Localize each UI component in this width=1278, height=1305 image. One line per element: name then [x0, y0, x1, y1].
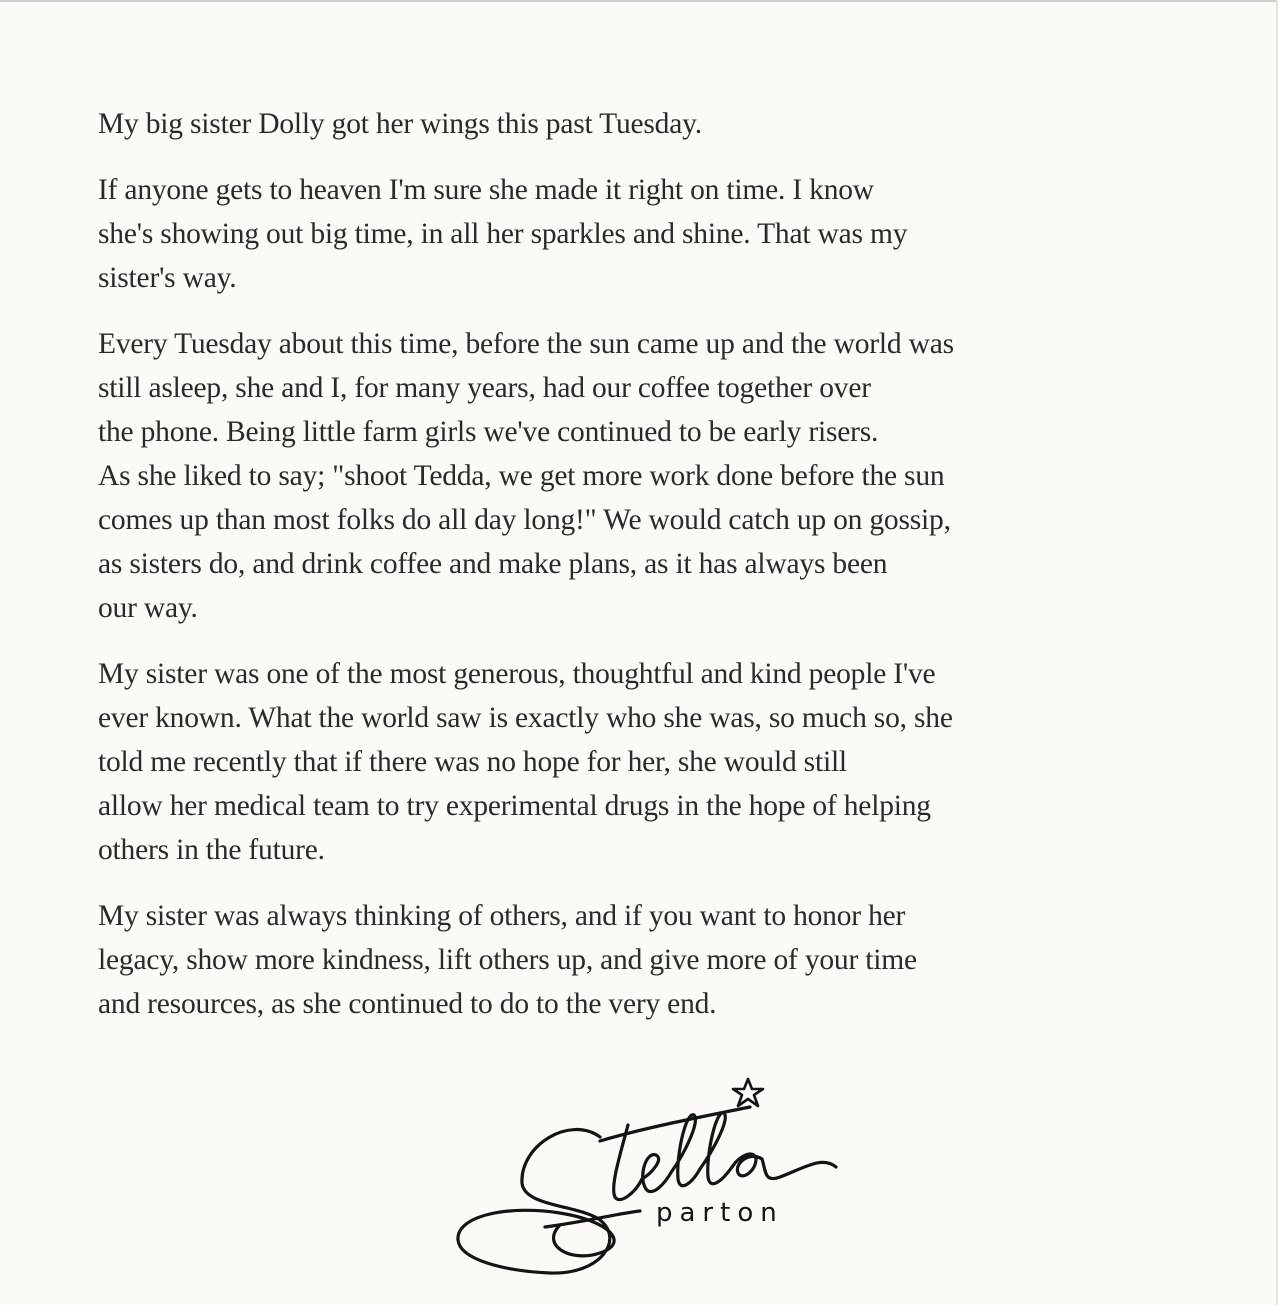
signature-s-stroke [458, 1130, 614, 1274]
text-line: still asleep, she and I, for many years, had our coffee together over [98, 372, 871, 404]
text-line: our way. [98, 592, 198, 624]
text-line: legacy, show more kindness, lift others up, and give more of your time [98, 944, 917, 976]
text-line: allow her medical team to try experimental drugs in the hope of helping [98, 790, 931, 822]
signature-a-stroke [732, 1154, 836, 1179]
paragraph-3 [98, 322, 1058, 630]
top-rule [0, 0, 1278, 2]
signature-surname: parton [656, 1198, 784, 1228]
text-line: others in the future. [98, 834, 325, 866]
text-line: Every Tuesday about this time, before the sun came up and the world was [98, 328, 954, 360]
paragraph-1 [98, 102, 1058, 146]
text-line: sister's way. [98, 262, 237, 294]
text-line: My sister was one of the most generous, thoughtful and kind people I've [98, 658, 936, 690]
signature-l2-stroke [700, 1113, 732, 1184]
paragraph-2 [98, 168, 1058, 300]
paragraph-4 [98, 652, 1058, 872]
letter-body [98, 102, 1058, 1048]
signature-graphic [450, 1075, 850, 1285]
signature [450, 1075, 850, 1285]
signature-t-cross [600, 1107, 750, 1141]
paragraph-5 [98, 894, 1058, 1026]
text-line: the phone. Being little farm girls we've continued to be early risers. [98, 416, 879, 448]
star-icon [733, 1079, 763, 1106]
text-line: As she liked to say; "shoot Tedda, we get more work done before the sun [98, 460, 945, 492]
text-line: If anyone gets to heaven I'm sure she made it right on time. I know [98, 174, 874, 206]
text-line: she's showing out big time, in all her sparkles and shine. That was my [98, 218, 908, 250]
signature-e-stroke [642, 1155, 672, 1192]
text-line: and resources, as she continued to do to the very end. [98, 988, 717, 1020]
text-line: as sisters do, and drink coffee and make plans, as it has always been [98, 548, 888, 580]
text-line: My sister was always thinking of others, and if you want to honor her [98, 900, 906, 932]
text-line: comes up than most folks do all day long!" We would catch up on gossip, [98, 504, 951, 536]
text-line: ever known. What the world saw is exactly who she was, so much so, she [98, 702, 953, 734]
text-line: My big sister Dolly got her wings this past Tuesday. [98, 108, 702, 140]
signature-l1-stroke [672, 1115, 700, 1186]
text-line: told me recently that if there was no hope for her, she would still [98, 746, 847, 778]
